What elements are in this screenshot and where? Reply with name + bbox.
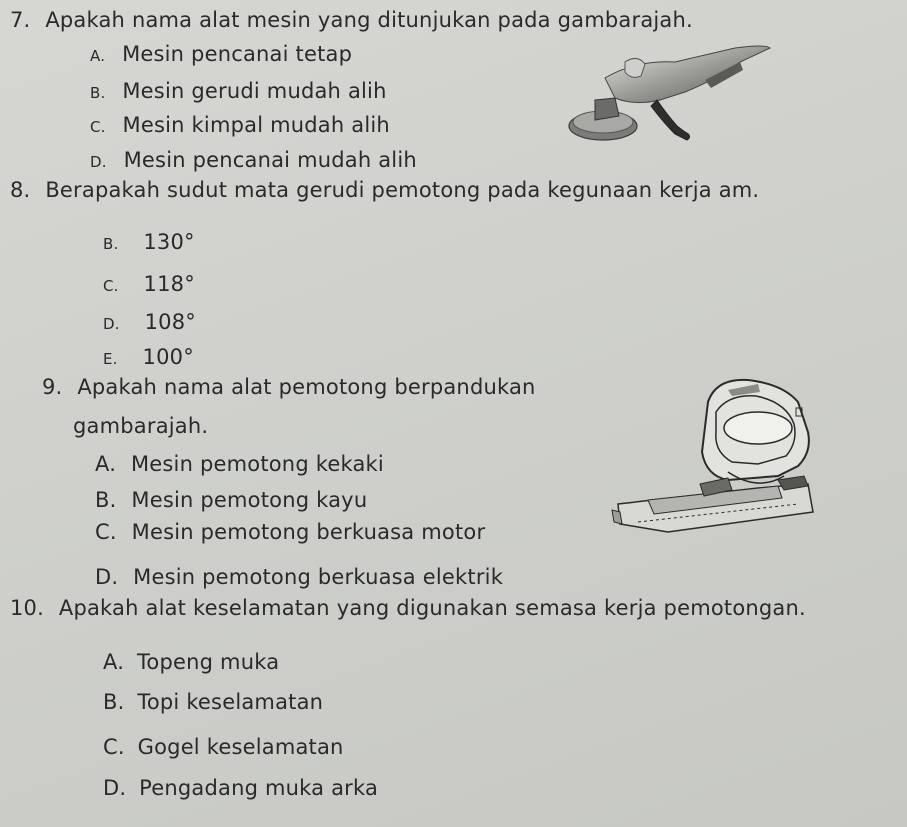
option-letter: D. [95, 565, 119, 589]
option-10a[interactable] [103, 650, 279, 674]
option-text: 118° [143, 272, 195, 296]
question-number: 7. [10, 8, 31, 32]
option-text: Topi keselamatan [137, 690, 324, 714]
option-text: 100° [142, 345, 194, 369]
angle-grinder-image [565, 40, 780, 155]
option-letter: C. [103, 277, 119, 295]
option-letter: D. [103, 776, 127, 800]
option-text: Mesin gerudi mudah alih [122, 79, 387, 103]
option-letter: B. [95, 488, 117, 512]
question-number: 10. [10, 596, 44, 620]
option-letter: B. [103, 235, 119, 253]
option-7c[interactable] [90, 113, 390, 137]
question-9-continued: gambarajah. [73, 414, 209, 438]
question-number: 8. [10, 178, 31, 202]
question-text: Apakah alat keselamatan yang digunakan semasa kerja pemotongan. [58, 596, 806, 620]
option-9d[interactable] [95, 565, 503, 589]
option-text: Mesin kimpal mudah alih [122, 113, 390, 137]
option-text: Mesin pencanai mudah alih [123, 148, 417, 172]
option-letter: C. [95, 520, 117, 544]
option-text: Topeng muka [136, 650, 280, 674]
option-letter: D. [103, 315, 120, 333]
option-text: 108° [144, 310, 196, 334]
option-text: Pengadang muka arka [139, 776, 379, 800]
option-10b[interactable] [103, 690, 323, 714]
option-10c[interactable] [103, 735, 344, 759]
option-7a[interactable] [90, 42, 352, 66]
option-text: Mesin pemotong berkuasa elektrik [133, 565, 504, 589]
option-7d[interactable] [90, 148, 417, 172]
option-letter: C. [90, 118, 106, 136]
question-text: Apakah nama alat pemotong berpandukan [77, 375, 536, 399]
option-letter: D. [90, 153, 107, 171]
option-9b[interactable] [95, 488, 367, 512]
option-text: 130° [143, 230, 195, 254]
option-text: Gogel keselamatan [137, 735, 344, 759]
option-8b[interactable] [103, 230, 195, 254]
option-letter: A. [103, 650, 125, 674]
option-letter: A. [90, 47, 106, 65]
option-text: Mesin pencanai tetap [122, 42, 353, 66]
option-10d[interactable] [103, 776, 378, 800]
option-text: Mesin pemotong kekaki [130, 452, 384, 476]
option-text: Mesin pemotong kayu [131, 488, 368, 512]
option-letter: A. [95, 452, 117, 476]
option-letter: E. [103, 350, 118, 368]
option-letter: B. [103, 690, 125, 714]
option-7b[interactable] [90, 79, 387, 103]
option-9c[interactable] [95, 520, 485, 544]
option-8d[interactable] [103, 310, 196, 334]
option-9a[interactable] [95, 452, 384, 476]
cut-off-saw-image [608, 372, 823, 542]
question-number: 9. [42, 375, 63, 399]
option-8e[interactable] [103, 345, 194, 369]
option-letter: C. [103, 735, 125, 759]
question-8 [10, 178, 759, 202]
question-text: Berapakah sudut mata gerudi pemotong pada kegunaan kerja am. [45, 178, 760, 202]
option-text: Mesin pemotong berkuasa motor [131, 520, 486, 544]
question-9 [42, 375, 536, 399]
option-letter: B. [90, 84, 106, 102]
question-text: Apakah nama alat mesin yang ditunjukan pada gambarajah. [45, 8, 693, 32]
question-10 [10, 596, 806, 620]
question-7 [10, 8, 693, 32]
option-8c[interactable] [103, 272, 195, 296]
